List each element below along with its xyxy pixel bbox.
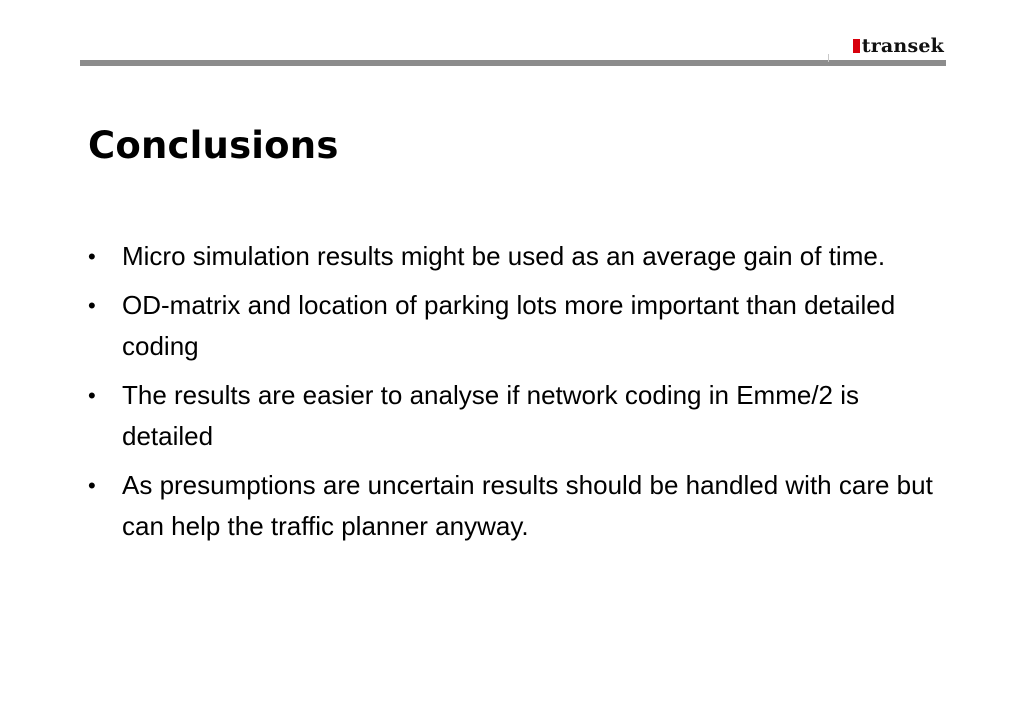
logo-mark-icon [853,39,860,53]
bullet-text: As presumptions are uncertain results should be handled with care but can help the traffic planner anyway. [122,470,933,541]
bullet-icon: • [88,244,96,269]
bullet-text: OD-matrix and location of parking lots more important than detailed coding [122,290,896,361]
bullet-item [88,285,948,367]
bullet-icon: • [88,293,96,318]
bullet-item [88,375,948,457]
header-rule [80,60,946,66]
bullet-icon: • [88,473,96,498]
bullet-list [88,236,948,555]
bullet-item [88,236,948,277]
transek-logo [853,32,944,56]
bullet-item [88,465,948,547]
bullet-text: The results are easier to analyse if network coding in Emme/2 is detailed [122,380,860,451]
logo-text: transek [861,35,944,57]
bullet-text: Micro simulation results might be used as an average gain of time. [122,241,886,271]
header-rule-tick [828,54,829,62]
bullet-icon: • [88,383,96,408]
slide-title: Conclusions [88,124,339,167]
